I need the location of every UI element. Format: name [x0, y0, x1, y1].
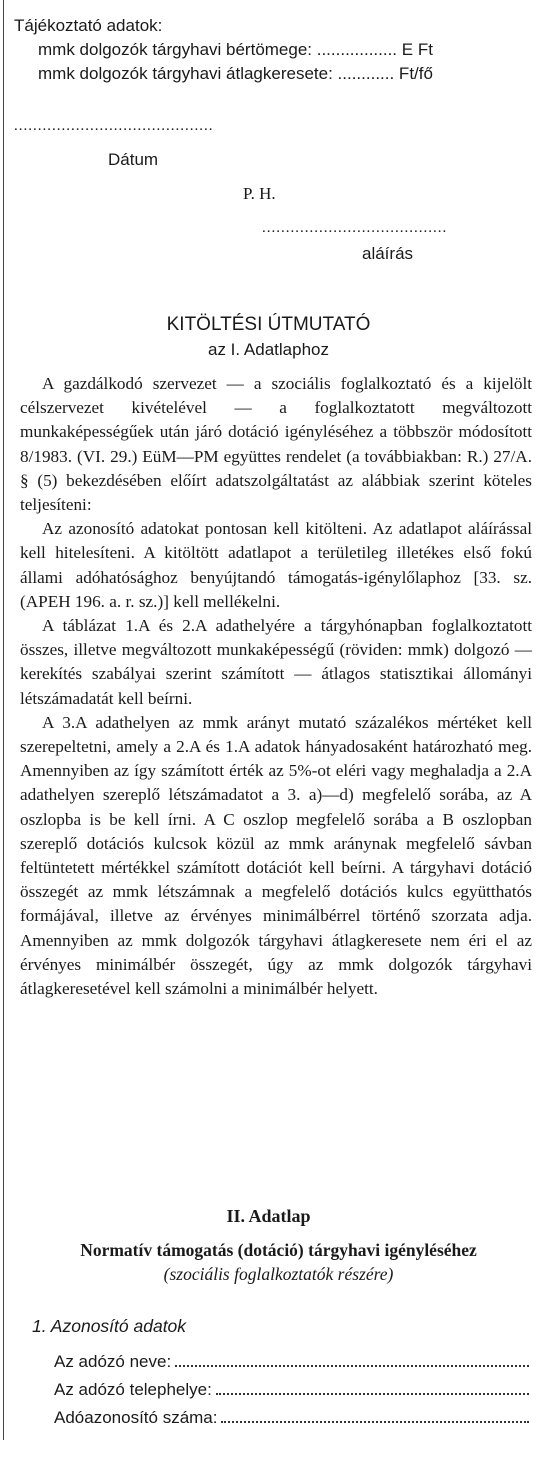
- guide-subtitle: az I. Adatlaphoz: [208, 340, 329, 359]
- guide-body: [20, 372, 532, 1001]
- info-title: Tájékoztató adatok:: [14, 16, 163, 35]
- guide-paragraph: A táblázat 1.A és 2.A adathelyére a tárgyhónapban foglalkoztatott összes, illetve megváltozott munkaképességű (röviden: mmk) dolgozó — kerekítés szabályai szerint számított — átlagos statisztikai állományi létszámadatát kell beírni.: [20, 616, 532, 708]
- guide-paragraph: A gazdálkodó szervezet — a szociális foglalkoztató és a kijelölt célszervezet kivételével — a foglalkoztatott megváltozott munkaképességűek után járó dotáció igényléséhez a többször módosított 8/1983. (VI. 29.) EüM—PM együttes rendelet (a továbbiakban: R.) 27/A. § (5) bekezdésében előírt adatszolgáltatást az alábbiak szerint köteles teljesíteni:: [20, 374, 532, 515]
- signature-dotted-line: .......................................: [262, 220, 448, 236]
- signature-label: aláírás: [362, 244, 414, 263]
- field-label: Adóazonosító száma:: [54, 1408, 218, 1427]
- guide-paragraph: A 3.A adathelyen az mmk arányt mutató százalékos mértéket kell szerepeltetni, amely a 2.A és 1.A adatok hányadosaként határozható meg. Amennyiben az így számított érték az 5%-ot eléri vagy meghaladja a 2.A adathelyen szereplő létszámadatot a 3. a)—d) megfelelő sorába, az A oszlopba is be kell írni. A C oszlop megfelelő sorába a B oszlopban szereplő dotációs kulcsok közül az mmk aránynak megfelelő sávban feltüntetett mértékkel számított dotációt kell beírni. A tárgyhavi dotáció összegét az mmk létszámnak a megfelelő dotációs kulcs együtthatós formájával, illetve az érvényes minimálbérrel történő szorzata adja. Amennyiben az mmk dolgozók tárgyhavi átlagkeresete nem éri el az érvényes minimálbér összegét, úgy az mmk dolgozók tárgyhavi átlagkeresetével kell számolni a minimálbér helyett.: [20, 712, 532, 999]
- info-line-average-earnings: mmk dolgozók tárgyhavi átlagkeresete: ............ Ft/fő: [38, 64, 433, 83]
- field-dotted-line: [175, 1352, 529, 1367]
- tax-id-field: [54, 1408, 529, 1428]
- sheet-subtitle-italic: (szociális foglalkoztatók részére): [163, 1264, 394, 1284]
- sheet-title: II. Adatlap: [226, 1206, 311, 1226]
- taxpayer-site-field: [54, 1380, 529, 1400]
- date-label: Dátum: [108, 150, 159, 169]
- section-heading-identifiers: 1. Azonosító adatok: [32, 1316, 187, 1336]
- date-dotted-line: ..........................................: [14, 118, 214, 134]
- field-dotted-line: [216, 1380, 529, 1395]
- guide-paragraph: Az azonosító adatokat pontosan kell kitölteni. Az adatlapot aláírással kell hitelesíteni. A kitöltött adatlapot a területileg illetékes első fokú állami adóhatósághoz benyújtandó támogatás-igénylőlaphoz [33. sz. (APEH 196. a. r. sz.)] kell mellékelni.: [20, 519, 532, 611]
- taxpayer-name-field: [54, 1352, 529, 1372]
- field-label: Az adózó telephelye:: [54, 1380, 212, 1399]
- info-line-wage-total: mmk dolgozók tárgyhavi bértömege: ................. E Ft: [38, 40, 433, 59]
- field-label: Az adózó neve:: [54, 1352, 172, 1371]
- field-dotted-line: [221, 1408, 529, 1423]
- sheet-subtitle: Normatív támogatás (dotáció) tárgyhavi igényléséhez: [80, 1240, 477, 1260]
- stamp-label: P. H.: [243, 184, 276, 203]
- guide-title: KITÖLTÉSI ÚTMUTATÓ: [166, 314, 371, 335]
